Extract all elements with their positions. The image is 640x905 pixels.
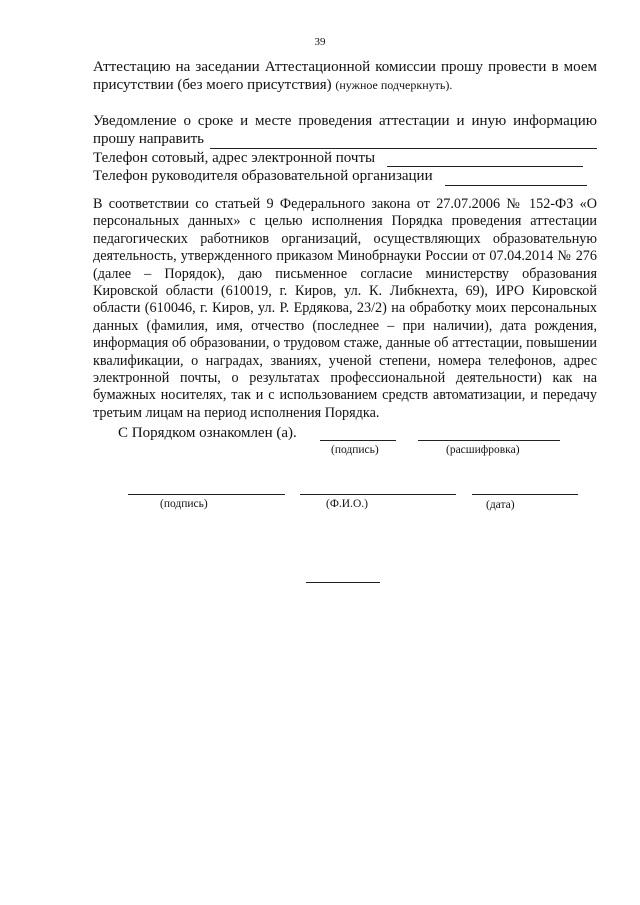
attestation-request-note: (нужное подчеркнуть). — [335, 78, 453, 93]
head-phone-fill-line[interactable] — [445, 173, 587, 186]
final-name-caption: (Ф.И.О.) — [326, 498, 368, 510]
phone-email-label: Телефон сотовый, адрес электронной почты — [93, 149, 376, 166]
ack-signature-caption: (подпись) — [331, 444, 379, 456]
head-phone-label: Телефон руководителя образовательной организации — [93, 168, 433, 185]
notification-line1: Уведомление о сроке и месте проведения аттестации и иную информацию — [93, 113, 597, 129]
phone-email-row — [93, 149, 597, 167]
attestation-request-text: Аттестацию на заседании Аттестационной комиссии прошу провести в моем присутствии (без моего присутствия) — [93, 59, 597, 94]
notification-address-row — [93, 130, 597, 148]
closing-separator — [306, 582, 380, 583]
page-number: 39 — [314, 36, 326, 48]
notification-line2: прошу направить — [93, 131, 205, 148]
address-fill-line[interactable] — [210, 136, 597, 149]
acknowledgement-text: С Порядком ознакомлен (а). — [118, 425, 297, 441]
final-date-line[interactable] — [472, 494, 578, 495]
head-phone-row — [93, 167, 597, 185]
ack-decoding-line[interactable] — [418, 440, 560, 441]
ack-signature-line[interactable] — [320, 440, 396, 441]
final-signature-line[interactable] — [128, 494, 285, 495]
ack-decoding-caption: (расшифровка) — [446, 444, 520, 456]
attestation-request — [93, 58, 597, 95]
phone-email-fill-line[interactable] — [387, 154, 583, 167]
final-date-caption: (дата) — [486, 499, 515, 511]
notification-block — [93, 112, 597, 186]
consent-paragraph: В соответствии со статьей 9 Федерального закона от 27.07.2006 № 152-ФЗ «О персональных данных» с целью исполнения Порядка проведения аттестации педагогических работников организаций, осуществляющих образовательную деятельность, утвержденного приказом Минобрнауки России от 07.04.2014 № 276 (далее – Порядок), даю письменное согласие министерству образования Кировской области (610019, г. Киров, ул. К. Либкнехта, 69), ИРО Кировской области (610046, г. Киров, ул. Р. Ердякова, 23/2) на обработку моих персональных данных (фамилия, имя, отчество (последнее – при наличии), дата рождения, информация об образовании, о трудовом стаже, данные об аттестации, повышении квалификации, о наградах, званиях, ученой степени, номера телефонов, адрес электронной почты, о результатах профессиональной деятельности) как на бумажных носителях, так и с использованием средств автоматизации, и передачу третьим лицам на период исполнения Порядка. — [93, 196, 597, 421]
final-name-line[interactable] — [300, 494, 456, 495]
final-signature-caption: (подпись) — [160, 498, 208, 510]
